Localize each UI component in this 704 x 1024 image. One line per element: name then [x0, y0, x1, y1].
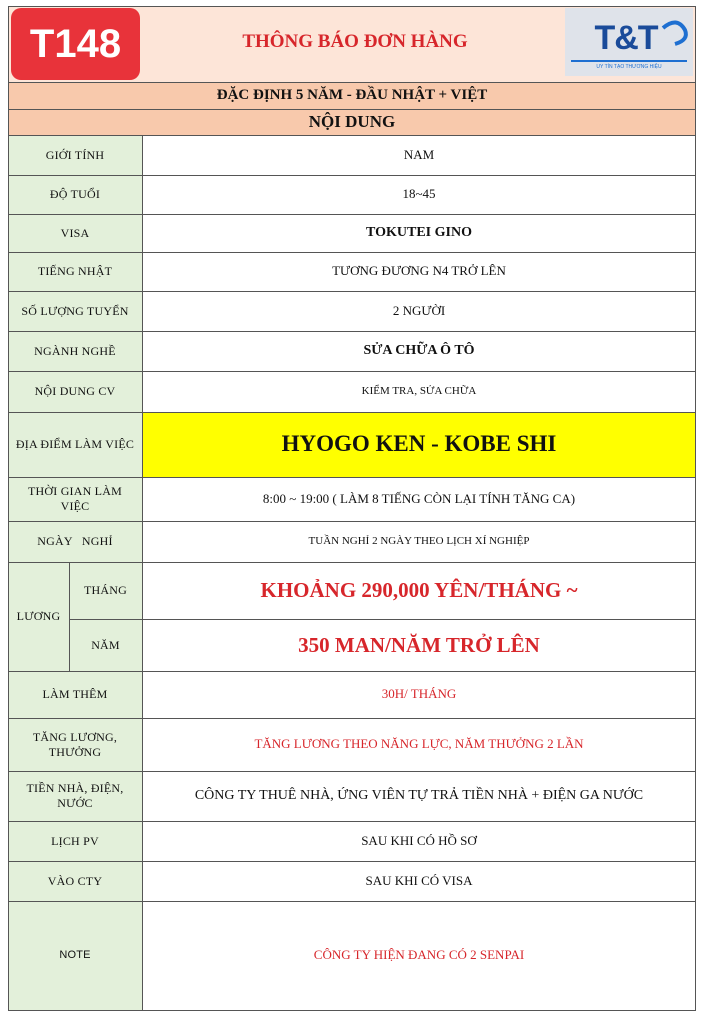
- label-text: TIẾNG NHẬT: [37, 264, 113, 278]
- label-salary-month: [69, 562, 142, 619]
- grid-line: [8, 477, 696, 478]
- grid-line: [8, 175, 696, 176]
- label-text: LƯƠNG: [16, 609, 61, 623]
- value-overtime: [142, 671, 696, 718]
- value-salary-year: [142, 619, 696, 671]
- grid-line: [8, 771, 696, 772]
- label-text: NOTE: [59, 948, 91, 961]
- grid-line: [8, 6, 9, 1011]
- value-days-off: [142, 521, 696, 562]
- value-note: [142, 901, 696, 1010]
- value-start-date: [142, 861, 696, 901]
- grid-line: [8, 252, 696, 253]
- grid-line: [8, 1010, 696, 1011]
- grid-line: [8, 718, 696, 719]
- grid-line: [8, 371, 696, 372]
- value-text: TOKUTEI GINO: [366, 225, 472, 241]
- grid-line: [8, 671, 696, 672]
- value-text: TUẦN NGHỈ 2 NGÀY THEO LỊCH XÍ NGHIỆP: [308, 534, 530, 547]
- label-text: VÀO CTY: [47, 873, 103, 888]
- value-text: 30H/ THÁNG: [381, 686, 457, 702]
- value-job-content: [142, 371, 696, 412]
- label-age: [8, 175, 142, 214]
- value-housing: [142, 771, 696, 821]
- value-text: 8:00 ~ 19:00 ( LÀM 8 TIẾNG CÒN LẠI TÍNH TĂNG CA): [262, 490, 576, 506]
- grid-line: [69, 562, 70, 671]
- value-text: NAM: [403, 146, 435, 162]
- value-work-time: [142, 477, 696, 521]
- page-title-text: THÔNG BÁO ĐƠN HÀNG: [242, 31, 468, 53]
- logo-tagline: UY TÍN TẠO THƯƠNG HIỆU: [596, 64, 662, 70]
- grid-line: [8, 82, 696, 83]
- label-interview: [8, 821, 142, 861]
- section-title-text: NỘI DUNG: [308, 112, 396, 132]
- label-salary: [8, 562, 69, 671]
- label-text: GIỚI TÍNH: [45, 147, 105, 162]
- value-text: 18~45: [402, 186, 436, 202]
- label-text: VISA: [60, 225, 90, 240]
- value-industry: [142, 331, 696, 371]
- label-text: NGÀY NGHỈ: [37, 534, 113, 548]
- page-title: [150, 20, 560, 64]
- label-text: NĂM: [91, 637, 120, 652]
- label-text: ĐỘ TUỔI: [49, 187, 101, 201]
- label-text: NGÀNH NGHỀ: [34, 343, 116, 358]
- grid-line: [8, 821, 696, 822]
- grid-line: [8, 135, 696, 136]
- grid-line: [8, 861, 696, 862]
- label-text: THÁNG: [84, 583, 127, 597]
- value-raise-bonus: [142, 718, 696, 771]
- grid-line: [8, 901, 696, 902]
- value-text: TĂNG LƯƠNG THEO NĂNG LỰC, NĂM THƯỞNG 2 LẦN: [254, 736, 584, 752]
- label-note: [8, 901, 142, 1010]
- label-raise-bonus: [8, 718, 142, 771]
- value-text: KHOẢNG 290,000 YÊN/THÁNG ~: [260, 578, 578, 603]
- value-salary-month: [142, 562, 696, 619]
- grid-line: [8, 562, 696, 563]
- label-job-content: [8, 371, 142, 412]
- label-housing: [8, 771, 142, 821]
- value-text: HYOGO KEN - KOBE SHI: [281, 431, 557, 457]
- grid-line: [8, 521, 696, 522]
- label-industry: [8, 331, 142, 371]
- label-overtime: [8, 671, 142, 718]
- value-gender: [142, 135, 696, 175]
- grid-line: [8, 291, 696, 292]
- section-title-bar: [8, 109, 696, 135]
- grid-line: [8, 412, 696, 413]
- order-code-badge: [11, 8, 140, 80]
- label-text: TIỀN NHÀ, ĐIỆN, NƯỚC: [26, 781, 124, 810]
- label-start-date: [8, 861, 142, 901]
- value-quantity: [142, 291, 696, 331]
- value-japanese: [142, 252, 696, 291]
- value-text: 2 NGƯỜI: [392, 302, 446, 318]
- value-text: SAU KHI CÓ HỒ SƠ: [361, 832, 477, 848]
- label-text: ĐỊA ĐIỂM LÀM VIỆC: [15, 437, 135, 451]
- label-japanese: [8, 252, 142, 291]
- grid-line: [142, 135, 143, 1010]
- company-logo: [565, 8, 693, 76]
- subtitle-text: ĐẶC ĐỊNH 5 NĂM - ĐẦU NHẬT + VIỆT: [216, 87, 488, 104]
- label-text: TĂNG LƯƠNG, THƯỞNG: [32, 729, 118, 759]
- logo-text: T&T: [594, 19, 658, 57]
- value-text: 350 MAN/NĂM TRỞ LÊN: [298, 632, 540, 657]
- label-text: LỊCH PV: [51, 833, 99, 848]
- value-text: CÔNG TY THUÊ NHÀ, ỨNG VIÊN TỰ TRẢ TIỀN NHÀ + ĐIỆN GA NƯỚC: [194, 788, 644, 804]
- value-location: [142, 412, 696, 477]
- value-visa: [142, 214, 696, 252]
- grid-line: [8, 331, 696, 332]
- label-gender: [8, 135, 142, 175]
- grid-line: [695, 6, 696, 1011]
- value-text: SAU KHI CÓ VISA: [365, 872, 473, 888]
- value-age: [142, 175, 696, 214]
- label-text: SỐ LƯỢNG TUYỂN: [21, 303, 129, 318]
- subtitle-bar: [8, 82, 696, 109]
- grid-line: [8, 214, 696, 215]
- label-quantity: [8, 291, 142, 331]
- value-text: TƯƠNG ĐƯƠNG N4 TRỞ LÊN: [332, 263, 506, 279]
- label-visa: [8, 214, 142, 252]
- label-location: [8, 412, 142, 477]
- label-text: THỜI GIAN LÀM VIỆC: [28, 484, 122, 513]
- label-text: LÀM THÊM: [42, 687, 108, 701]
- value-text: SỬA CHỮA Ô TÔ: [363, 343, 475, 359]
- value-interview: [142, 821, 696, 861]
- label-text: NỘI DUNG CV: [34, 384, 116, 398]
- label-days-off: [8, 521, 142, 562]
- value-text: KIỂM TRA, SỬA CHỮA: [361, 384, 477, 397]
- grid-line: [8, 109, 696, 110]
- label-work-time: [8, 477, 142, 521]
- grid-line: [69, 619, 696, 620]
- label-salary-year: [69, 619, 142, 671]
- order-code: T148: [29, 22, 122, 66]
- value-text: CÔNG TY HIỆN ĐANG CÓ 2 SENPAI: [313, 947, 525, 963]
